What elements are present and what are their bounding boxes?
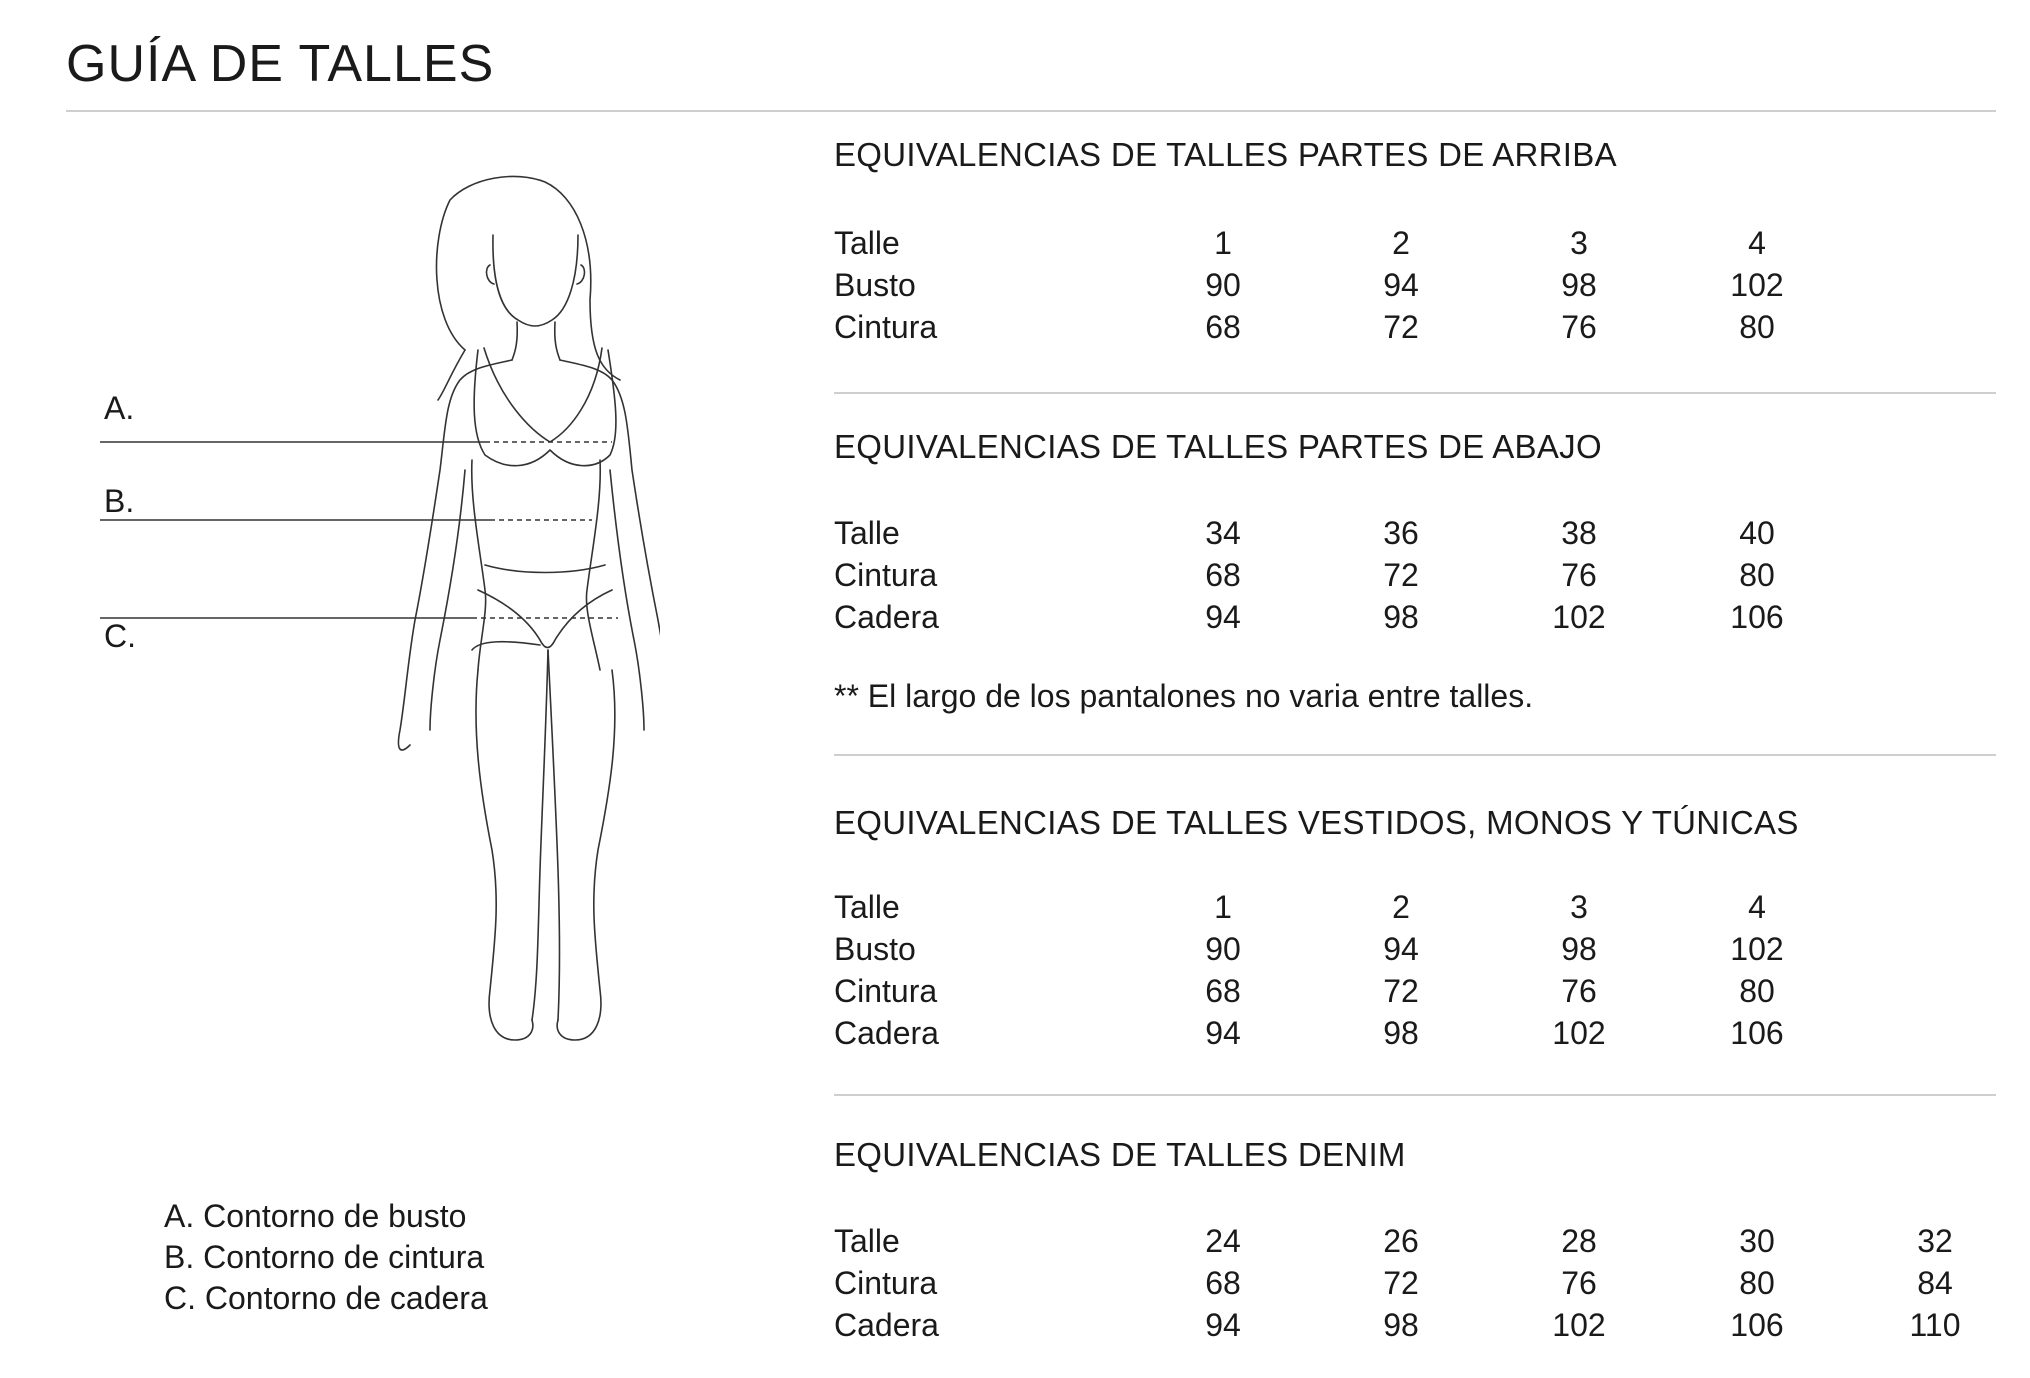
marker-c-label: C. — [104, 618, 136, 654]
legend-item-waist: B. Contorno de cintura — [164, 1239, 485, 1275]
size-table-denim — [834, 1220, 2024, 1346]
table-row: Talle 24 26 28 30 32 — [834, 1223, 1953, 1259]
section-title-bottoms: EQUIVALENCIAS DE TALLES PARTES DE ABAJO — [834, 428, 1602, 465]
table-row: Cintura 68 72 76 80 — [834, 309, 1775, 345]
table-row: Talle 34 36 38 40 — [834, 515, 1775, 551]
section-title-dresses: EQUIVALENCIAS DE TALLES VESTIDOS, MONOS Y TÚNICAS — [834, 804, 1799, 841]
legend-item-bust: A. Contorno de busto — [164, 1198, 467, 1234]
marker-a-label: A. — [104, 390, 135, 426]
table-row: Busto 90 94 98 102 — [834, 931, 1784, 967]
section-title-denim: EQUIVALENCIAS DE TALLES DENIM — [834, 1136, 1406, 1173]
table-row: Cadera 94 98 102 106 110 — [834, 1307, 1961, 1343]
table-row: Busto 90 94 98 102 — [834, 267, 1784, 303]
pants-length-note: ** El largo de los pantalones no varia entre talles. — [834, 678, 1534, 714]
marker-b-label: B. — [104, 483, 135, 519]
section-title-tops: EQUIVALENCIAS DE TALLES PARTES DE ARRIBA — [834, 136, 1617, 173]
table-row: Cintura 68 72 76 80 — [834, 557, 1775, 593]
title-divider — [66, 110, 1996, 112]
section-divider — [834, 392, 1996, 394]
table-row: Cintura 68 72 76 80 84 — [834, 1265, 1953, 1301]
table-row: Cintura 68 72 76 80 — [834, 973, 1775, 1009]
size-table-dresses — [834, 886, 1846, 1054]
size-table-tops — [834, 222, 1846, 348]
table-row: Talle 1 2 3 4 — [834, 225, 1766, 261]
body-measurement-figure — [100, 170, 660, 1140]
page-title: GUÍA DE TALLES — [66, 35, 495, 93]
measurement-legend — [164, 1196, 488, 1319]
legend-item-hip: C. Contorno de cadera — [164, 1280, 488, 1316]
section-divider — [834, 754, 1996, 756]
table-row: Cadera 94 98 102 106 — [834, 1015, 1784, 1051]
section-divider — [834, 1094, 1996, 1096]
table-row: Talle 1 2 3 4 — [834, 889, 1766, 925]
size-table-bottoms — [834, 512, 1846, 638]
table-row: Cadera 94 98 102 106 — [834, 599, 1784, 635]
